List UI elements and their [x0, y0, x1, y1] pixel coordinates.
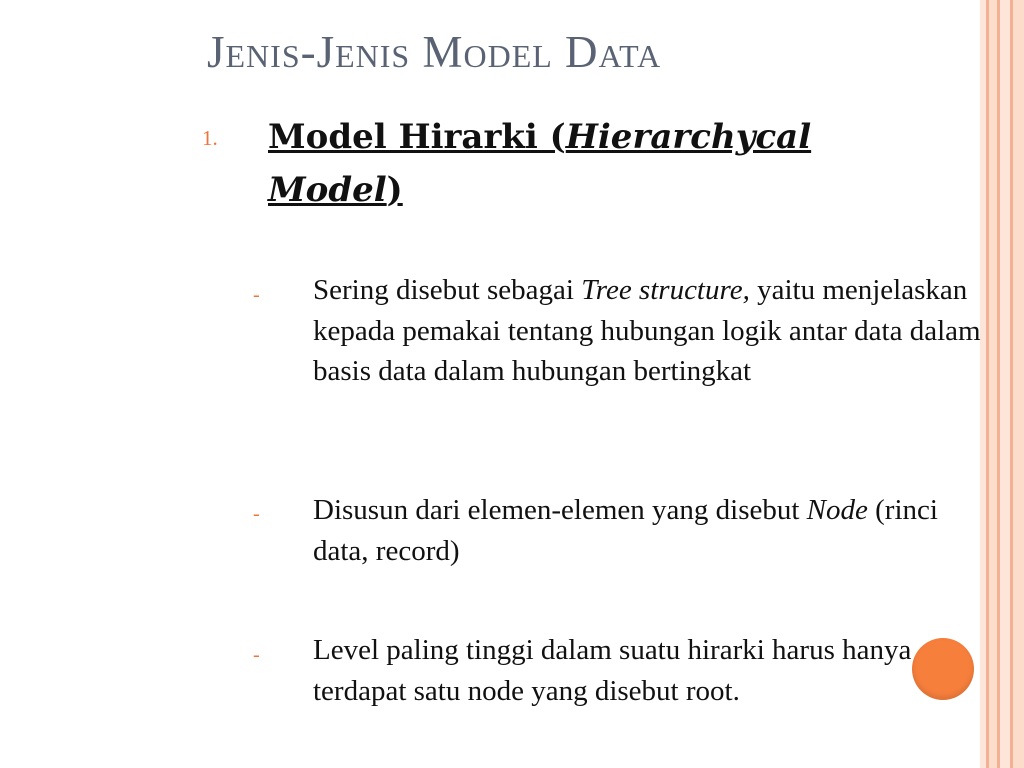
- slide-title: Jenis-Jenis Model Data: [207, 27, 662, 77]
- bullet-rest: yaitu menjelaskan kepada pemakai tentang hubungan logik antar data dalam basis data dalam hubungan bertingkat: [313, 274, 981, 387]
- item-heading: [268, 111, 888, 217]
- heading-close: ): [386, 170, 403, 210]
- stripe: [1013, 0, 1024, 768]
- bullet-rest: (rinci data, record): [313, 494, 938, 567]
- list-number: 1.: [202, 126, 218, 150]
- bullet-item: [313, 630, 933, 711]
- bullet-item: [313, 270, 993, 392]
- bullet-italic: Tree structure,: [581, 274, 750, 306]
- bullet-lead: Disusun dari elemen-elemen yang disebut: [313, 494, 807, 526]
- bullet-lead: Sering disebut sebagai: [313, 274, 582, 306]
- bullet-marker: -: [253, 503, 260, 525]
- bullet-marker: -: [253, 284, 260, 306]
- heading-italic: Hierarchycal Model: [268, 117, 812, 210]
- bullet-lead: Level paling tinggi dalam suatu hirarki harus hanya terdapat satu node yang disebut root.: [313, 634, 912, 707]
- bullet-item: [313, 490, 993, 571]
- bullet-marker: -: [253, 644, 260, 666]
- stripe: [1000, 0, 1010, 768]
- bullet-italic: Node: [806, 494, 868, 526]
- heading-text: Model Hirarki (: [268, 117, 566, 157]
